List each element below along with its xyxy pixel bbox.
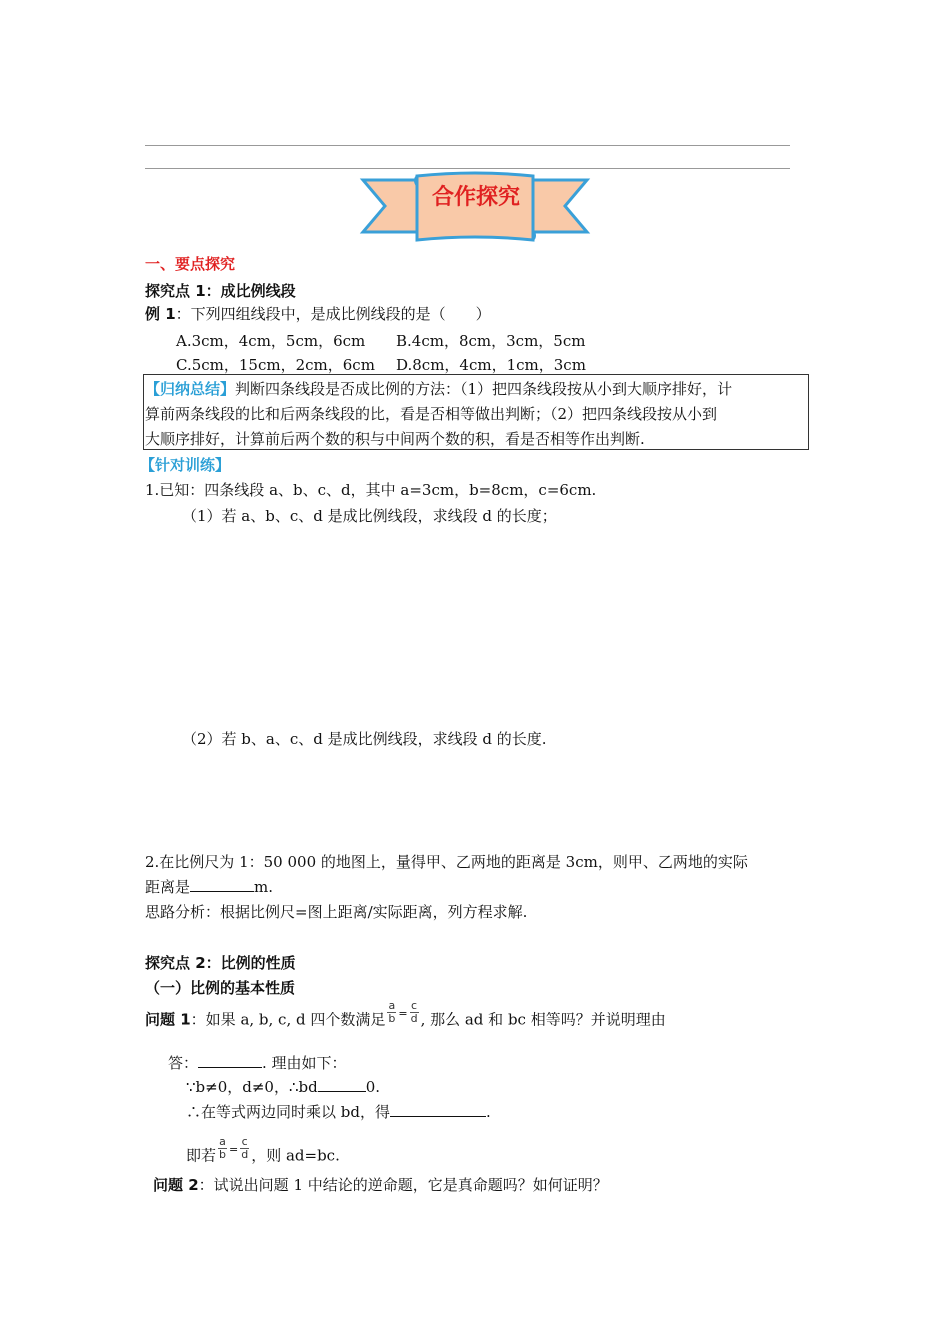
problem1-text-b: , 那么 ad 和 bc 相等吗？并说明理由 (420, 1010, 666, 1029)
option-b: B.4cm，8cm，3cm，5cm (396, 332, 586, 350)
problem1-step-2: ∴在等式两边同时乘以 bd，得 . (186, 1103, 491, 1121)
problem2-label: 问题 2 (153, 1176, 199, 1194)
q2-hint: 思路分析：根据比例尺=图上距离/实际距离，列方程求解. (145, 903, 528, 921)
option-a: A.3cm，4cm，5cm，6cm (176, 332, 366, 350)
answer-label: 答： (168, 1054, 199, 1072)
option-d: D.8cm，4cm，1cm，3cm (396, 356, 586, 374)
summary-tag: 【归纳总结】 (145, 380, 236, 398)
fraction-c-over-d-2: $\frac{c}{d}$ (241, 1135, 249, 1161)
reason-label: . 理由如下： (262, 1054, 347, 1072)
step1-blank[interactable] (318, 1077, 366, 1092)
problem2-text: ：试说出问题 1 中结论的逆命题，它是真命题吗？如何证明？ (198, 1176, 608, 1194)
summary-text-1: 判断四条线段是否成比例的方法：（1）把四条线段按从小到大顺序排好，计 (235, 380, 733, 398)
point2-subtitle: （一）比例的基本性质 (145, 979, 296, 997)
q2-distance-label: 距离是 (145, 878, 191, 896)
section-title: 一、要点探究 (145, 255, 236, 273)
problem1-text-a: ：如果 a, b, c, d 四个数满足 (190, 1010, 386, 1029)
fraction-a-over-b: $\frac{a}{b}$ (388, 999, 396, 1025)
problem1-label: 问题 1 (145, 1010, 191, 1029)
header-rule-bottom (145, 168, 790, 169)
q2-answer-blank[interactable] (190, 877, 254, 892)
problem1-question: 问题 1：如果 a, b, c, d 四个数满足 $\frac{a}{b}$ = $\frac{c}{d}$ , 那么 ad 和 bc 相等吗？并说明理由 (145, 999, 666, 1029)
q2-unit: m. (254, 878, 274, 896)
fraction-a-over-b-2: $\frac{a}{b}$ (219, 1135, 226, 1161)
q1-part1: （1）若 a、b、c、d 是成比例线段，求线段 d 的长度； (182, 507, 557, 525)
point2-title: 探究点 2：比例的性质 (145, 954, 296, 972)
problem1-step-1: ∵b≠0，d≠0，∴bd 0. (186, 1078, 381, 1096)
example1-text: ：下列四组线段中，是成比例线段的是（ ） (175, 305, 491, 323)
q1-part2: （2）若 b、a、c、d 是成比例线段，求线段 d 的长度. (182, 730, 547, 748)
answer-blank[interactable] (198, 1053, 262, 1068)
training-tag: 【针对训练】 (140, 456, 231, 474)
q2-line-1: 2.在比例尺为 1：50 000 的地图上，量得甲、乙两地的距离是 3cm，则甲、乙两地的实际 (145, 853, 748, 871)
example1-question (145, 303, 491, 324)
summary-line-3: 大顺序排好，计算前后两个数的积与中间两个数的积，看是否相等作出判断. (145, 430, 645, 448)
q2-line-2 (145, 876, 273, 897)
summary-line-2: 算前两条线段的比和后两条线段的比，看是否相等做出判断；（2）把四条线段按从小到 (145, 405, 718, 423)
fraction-c-over-d: $\frac{c}{d}$ (410, 999, 418, 1025)
problem2-question (153, 1174, 608, 1195)
q1-intro: 1.已知：四条线段 a、b、c、d，其中 a=3cm，b=8cm，c=6cm. (145, 481, 597, 499)
step2-blank[interactable] (390, 1102, 486, 1117)
banner-title: 合作探究 (431, 185, 520, 210)
problem1-answer-line (168, 1052, 347, 1073)
problem1-conclusion: 即若 $\frac{a}{b}$ = $\frac{c}{d}$ ，则 ad=bc. (186, 1135, 340, 1165)
point1-title: 探究点 1：成比例线段 (145, 282, 296, 300)
option-c: C.5cm，15cm，2cm，6cm (176, 356, 375, 374)
summary-line-1 (145, 378, 732, 399)
header-rule-top (145, 145, 790, 146)
example1-label: 例 1 (145, 305, 176, 323)
